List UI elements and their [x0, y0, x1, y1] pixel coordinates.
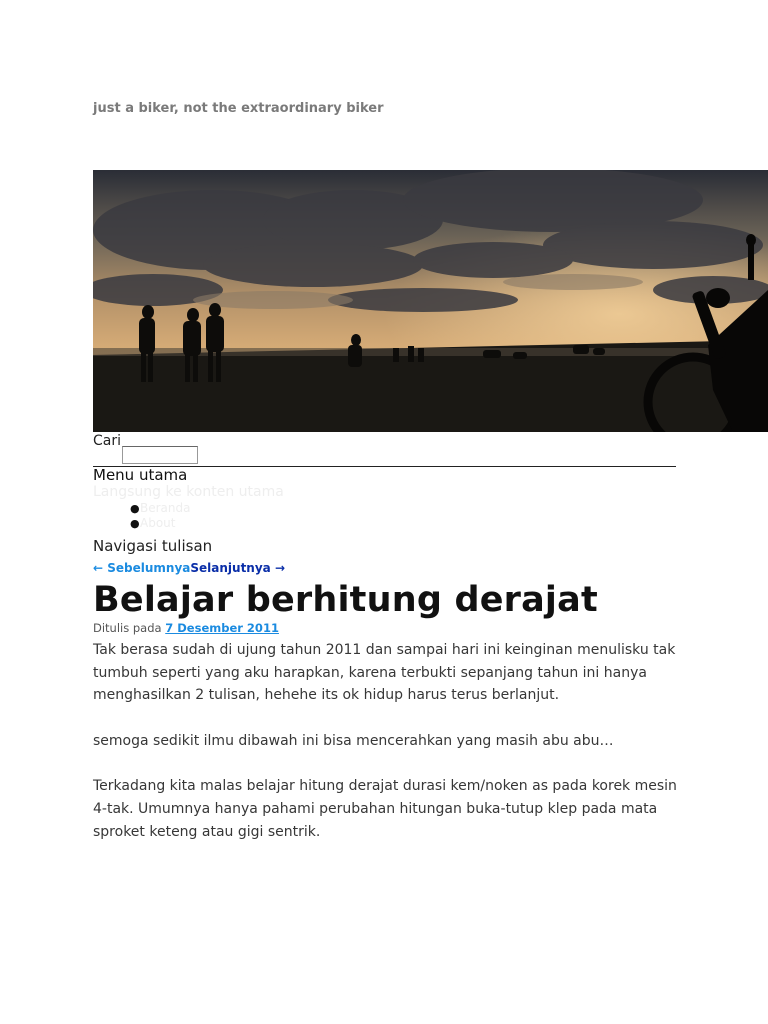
post-paragraph: semoga sedikit ilmu dibawah ini bisa mencerahkan yang masih abu abu… — [93, 732, 614, 749]
menu-item-beranda — [93, 501, 190, 516]
post-navigation-heading: Navigasi tulisan — [93, 537, 213, 555]
post-paragraph: Terkadang kita malas belajar hitung derajat durasi kem/noken as pada korek mesin 4-tak. Umumnya hanya pahami perubahan hitungan buka-tutup klep pada mata sproket keteng atau gigi sentrik. — [93, 778, 677, 840]
post-meta — [93, 621, 279, 635]
search-input[interactable] — [122, 446, 198, 464]
post-navigation — [93, 561, 285, 575]
post-paragraph: Tak berasa sudah di ujung tahun 2011 dan sampai hari ini keinginan menulisku tak tumbuh seperti yang aku harapkan, karena terbukti sepanjang tahun ini hanya menghasilkan 2 tulisan, hehehe its ok hidup harus terus berlanjut. — [93, 642, 676, 704]
post-meta-prefix: Ditulis pada — [93, 621, 162, 635]
sunset-beach-silhouette-image — [93, 170, 768, 432]
post-content — [93, 639, 683, 866]
menu-heading: Menu utama — [93, 466, 188, 484]
menu-link-beranda[interactable]: Beranda — [140, 501, 191, 515]
site-tagline: just a biker, not the extraordinary biker — [93, 101, 384, 116]
main-menu — [93, 501, 190, 531]
post-title: Belajar berhitung derajat — [93, 580, 598, 620]
search-label: Cari — [93, 433, 121, 449]
skip-to-content-link[interactable]: Langsung ke konten utama — [93, 484, 284, 500]
post-date-link[interactable]: 7 Desember 2011 — [165, 621, 279, 635]
next-post-link[interactable]: Selanjutnya → — [190, 561, 285, 575]
bullet-icon: ● — [130, 502, 140, 515]
header-image[interactable] — [93, 170, 768, 432]
menu-link-about[interactable]: About — [140, 516, 176, 530]
previous-post-link[interactable]: ← Sebelumnya — [93, 561, 191, 575]
menu-item-about — [93, 516, 190, 531]
bullet-icon: ● — [130, 517, 140, 530]
